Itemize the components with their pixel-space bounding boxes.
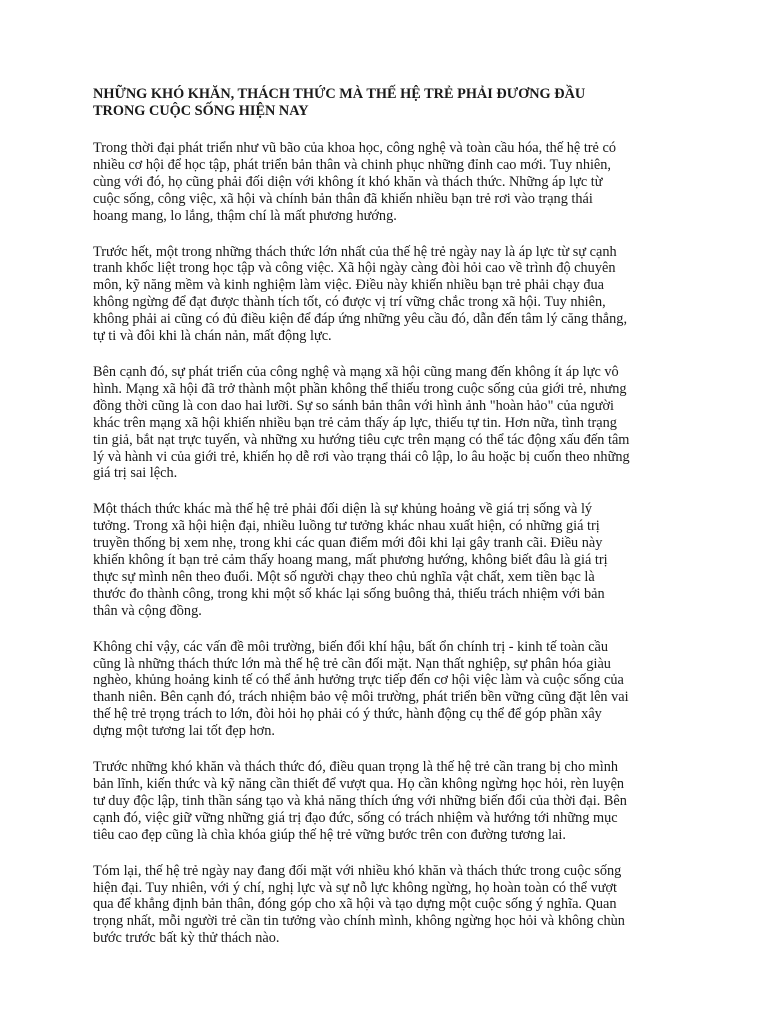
text-line: khiến không ít bạn trẻ cảm thấy hoang mang, mất phương hướng, không biết đâu là giá trị	[93, 552, 608, 569]
text-line: cuộc sống, công việc, xã hội và chính bản thân đã khiến nhiều bạn trẻ rơi vào trạng thái	[93, 190, 593, 207]
document-body	[93, 140, 684, 947]
paragraph	[93, 639, 684, 740]
text-line: dựng một tương lai tốt đẹp hơn.	[93, 723, 275, 740]
text-line: giá trị sai lệch.	[93, 465, 178, 482]
text-line: Trước những khó khăn và thách thức đó, điều quan trọng là thế hệ trẻ cần trang bị cho mình	[93, 759, 618, 776]
text-line: tưởng. Trong xã hội hiện đại, nhiều luồng tư tưởng khác nhau xuất hiện, có những giá trị	[93, 518, 600, 535]
text-line: thước đo thành công, trong khi một số khác lại sống buông thả, thiếu trách nhiệm với bản	[93, 585, 605, 602]
text-line: nhiều cơ hội để học tập, phát triển bản thân và chinh phục những đỉnh cao mới. Tuy nhiên,	[93, 156, 612, 173]
text-line: cũng là những thách thức lớn mà thế hệ trẻ cần đối mặt. Nạn thất nghiệp, sự phân hóa giàu	[93, 655, 611, 672]
text-line: đồng thời cũng là con dao hai lưỡi. Sự so sánh bản thân với hình ảnh "hoàn hảo" của người	[93, 397, 614, 414]
text-line: cùng với đó, họ cũng phải đối diện với không ít khó khăn và thách thức. Những áp lực từ	[93, 173, 603, 190]
text-line: nghèo, khủng hoảng kinh tế có thể ảnh hưởng trực tiếp đến cơ hội việc làm và cuộc sống của	[93, 672, 624, 689]
paragraph	[93, 244, 684, 345]
document-title	[93, 86, 684, 120]
paragraph	[93, 501, 684, 619]
text-line: Trước hết, một trong những thách thức lớn nhất của thế hệ trẻ ngày nay là áp lực từ sự cạnh	[93, 243, 617, 260]
text-line: Bên cạnh đó, sự phát triển của công nghệ và mạng xã hội cũng mang đến không ít áp lực vô	[93, 363, 619, 380]
text-line: hiện đại. Tuy nhiên, với ý chí, nghị lực và sự nỗ lực không ngừng, họ hoàn toàn có thể vượt	[93, 879, 618, 896]
text-line: môn, kỹ năng mềm và kinh nghiệm làm việc. Điều này khiến nhiều bạn trẻ phải chạy đua	[93, 277, 604, 294]
text-line: thân và cộng đồng.	[93, 602, 202, 619]
text-line: khác trên mạng xã hội khiến nhiều bạn trẻ cảm thấy áp lực, thiếu tự tin. Hơn nữa, tình trạng	[93, 414, 617, 431]
paragraph	[93, 863, 684, 948]
text-line: tiêu cao đẹp cũng là chìa khóa giúp thế hệ trẻ vững bước trên con đường tương lai.	[93, 826, 566, 843]
text-line: lý và hành vi của giới trẻ, khiến họ dễ rơi vào trạng thái cô lập, lo âu hoặc bị cuốn theo những	[93, 448, 630, 465]
text-line: bước trước bất kỳ thử thách nào.	[93, 930, 280, 947]
text-line: Trong thời đại phát triển như vũ bão của khoa học, công nghệ và toàn cầu hóa, thế hệ trẻ có	[93, 140, 616, 156]
text-line: tin giả, bắt nạt trực tuyến, và những xu hướng tiêu cực trên mạng có thể tác động xấu đến tâm	[93, 431, 630, 448]
text-line: Tóm lại, thế hệ trẻ ngày nay đang đối mặt với nhiều khó khăn và thách thức trong cuộc sống	[93, 862, 622, 879]
text-line: truyền thống bị xem nhẹ, trong khi các quan điểm mới đôi khi lại gây tranh cãi. Điều này	[93, 535, 603, 552]
paragraph	[93, 759, 684, 844]
paragraph	[93, 140, 684, 225]
text-line: cạnh đó, việc giữ vững những giá trị đạo đức, sống có trách nhiệm và hướng tới những mục	[93, 809, 618, 826]
text-line: không phải ai cũng có đủ điều kiện để đáp ứng những yêu cầu đó, dẫn đến tâm lý căng thẳng,	[93, 311, 628, 328]
text-line: thực sự mình nên theo đuổi. Một số người chạy theo chủ nghĩa vật chất, xem tiền bạc là	[93, 568, 595, 585]
text-line: không ngừng để đạt được thành tích tốt, có được vị trí vững chắc trong xã hội. Tuy nhiên,	[93, 294, 606, 311]
text-line: tự ti và đôi khi là chán nản, mất động lực.	[93, 328, 332, 345]
text-line: tranh khốc liệt trong học tập và công việc. Xã hội ngày càng đòi hỏi cao về trình độ chuyên	[93, 260, 616, 277]
text-line: thế hệ trẻ trọng trách to lớn, đòi hỏi họ phải có ý thức, hành động cụ thể để góp phần xây	[93, 706, 602, 723]
text-line: tư duy độc lập, tinh thần sáng tạo và khả năng thích ứng với những biến đổi của thời đại. Bên	[93, 792, 627, 809]
paragraph	[93, 364, 684, 482]
text-line: thanh niên. Bên cạnh đó, trách nhiệm bảo vệ môi trường, phát triển bền vững cũng đặt lên vai	[93, 689, 629, 706]
text-line: bản lĩnh, kiến thức và kỹ năng cần thiết để vượt qua. Họ cần không ngừng học hỏi, rèn luyện	[93, 776, 625, 792]
text-line: Một thách thức khác mà thế hệ trẻ phải đối diện là sự khủng hoảng về giá trị sống và lý	[93, 501, 593, 518]
title-line: NHỮNG KHÓ KHĂN, THÁCH THỨC MÀ THẾ HỆ TRẺ PHẢI ĐƯƠNG ĐẦU	[93, 86, 586, 102]
text-line: hoang mang, lo lắng, thậm chí là mất phương hướng.	[93, 207, 397, 224]
text-line: Không chỉ vậy, các vấn đề môi trường, biến đổi khí hậu, bất ổn chính trị - kinh tế toàn cầu	[93, 638, 609, 655]
document-page	[93, 86, 684, 966]
text-line: hình. Mạng xã hội đã trở thành một phần không thể thiếu trong cuộc sống của giới trẻ, nhưng	[93, 380, 627, 397]
text-line: trọng nhất, mỗi người trẻ cần tin tưởng vào chính mình, không ngừng học hỏi và không chùn	[93, 913, 625, 930]
title-line: TRONG CUỘC SỐNG HIỆN NAY	[93, 103, 309, 119]
text-line: qua để khẳng định bản thân, đóng góp cho xã hội và tạo dựng một cuộc sống ý nghĩa. Quan	[93, 896, 617, 913]
